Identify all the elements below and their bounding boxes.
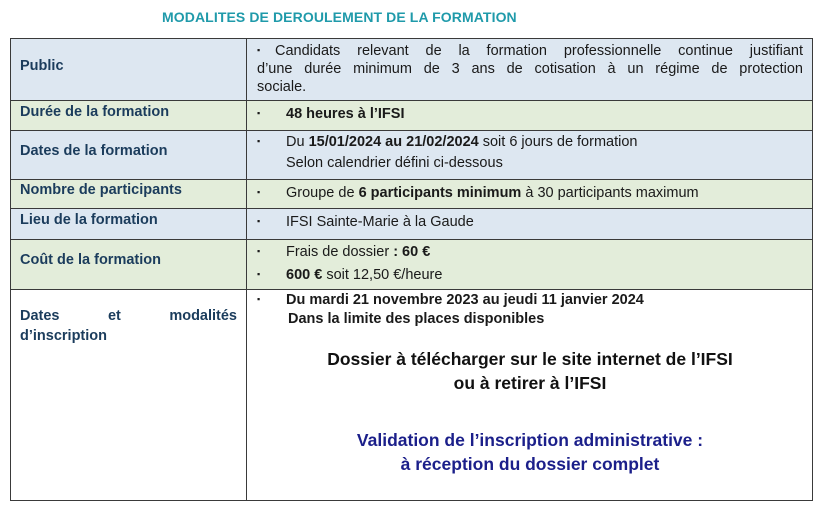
public-line2: d’une durée minimum de 3 ans de cotisation à un régime de protection [257, 61, 803, 77]
row-public [11, 39, 813, 101]
row-dates [11, 131, 813, 180]
label-inscription [11, 290, 247, 501]
inscription-limit: Dans la limite des places disponibles [288, 311, 545, 327]
validation-notice [257, 428, 803, 476]
lieu-value: IFSI Sainte-Marie à la Gaude [286, 214, 474, 230]
row-inscription [11, 290, 813, 501]
participants-prefix: Groupe de [286, 185, 359, 201]
public-text-1: Candidats relevant de la formation professionnelle continue justifiant [275, 43, 803, 59]
bullet-icon: ▪ [257, 45, 261, 55]
bullet-icon: ▪ [257, 136, 261, 146]
label-participants [11, 180, 247, 209]
label-lieu-text: Lieu de la formation [20, 212, 158, 228]
public-line3: sociale. [257, 79, 307, 95]
label-dates-text: Dates de la formation [20, 143, 168, 159]
value-dates [247, 131, 813, 180]
label-duree-text: Durée de la formation [20, 104, 170, 120]
value-public [247, 39, 813, 101]
dates-prefix: Du [286, 134, 309, 150]
frais-amount: : 60 € [393, 244, 431, 260]
dates-range: 15/01/2024 au 21/02/2024 [308, 134, 479, 150]
label-lieu [11, 209, 247, 240]
dossier-line1: Dossier à télécharger sur le site internet de l’IFSI [327, 349, 733, 369]
label-inscription-line1 [20, 306, 237, 326]
value-cout [247, 240, 813, 290]
value-duree [247, 101, 813, 131]
value-lieu [247, 209, 813, 240]
bullet-icon: ▪ [257, 246, 261, 256]
inscription-period: Du mardi 21 novembre 2023 au jeudi 11 janvier 2024 [286, 292, 644, 308]
dossier-line2: ou à retirer à l’IFSI [453, 373, 607, 393]
label-inscription-line2: d’inscription [20, 328, 107, 344]
bullet-icon: ▪ [257, 294, 261, 304]
bullet-icon: ▪ [257, 269, 261, 279]
participants-min: 6 participants minimum [358, 185, 522, 201]
bullet-icon: ▪ [257, 108, 261, 118]
label-dates [11, 131, 247, 180]
bullet-icon: ▪ [257, 216, 261, 226]
dossier-instructions [257, 347, 803, 395]
value-inscription [247, 290, 813, 501]
row-participants [11, 180, 813, 209]
label-cout-text: Coût de la formation [20, 252, 161, 268]
row-cout [11, 240, 813, 290]
label-participants-text: Nombre de participants [20, 182, 182, 198]
total-amount: 600 € [286, 267, 323, 283]
label-word-modalites: modalités [169, 308, 237, 324]
label-cout [11, 240, 247, 290]
public-line1 [257, 41, 803, 60]
label-word-et: et [107, 308, 121, 324]
dates-suffix: soit 6 jours de formation [478, 134, 638, 150]
participants-suffix: à 30 participants maximum [521, 185, 699, 201]
row-duree [11, 101, 813, 131]
label-public [11, 39, 247, 101]
label-word-dates: Dates [20, 308, 60, 324]
bullet-icon: ▪ [257, 187, 261, 197]
page-title: MODALITES DE DEROULEMENT DE LA FORMATION [162, 9, 517, 25]
label-duree [11, 101, 247, 131]
validation-line1: Validation de l’inscription administrative : [356, 430, 704, 450]
formation-table [10, 38, 813, 501]
label-public-text: Public [20, 58, 64, 74]
total-rest: soit 12,50 €/heure [322, 267, 443, 283]
frais-text: Frais de dossier [286, 244, 394, 260]
validation-line2: à réception du dossier complet [400, 454, 660, 474]
value-participants [247, 180, 813, 209]
duree-value: 48 heures à l’IFSI [286, 106, 405, 122]
row-lieu [11, 209, 813, 240]
dates-line2: Selon calendrier défini ci-dessous [286, 155, 503, 171]
